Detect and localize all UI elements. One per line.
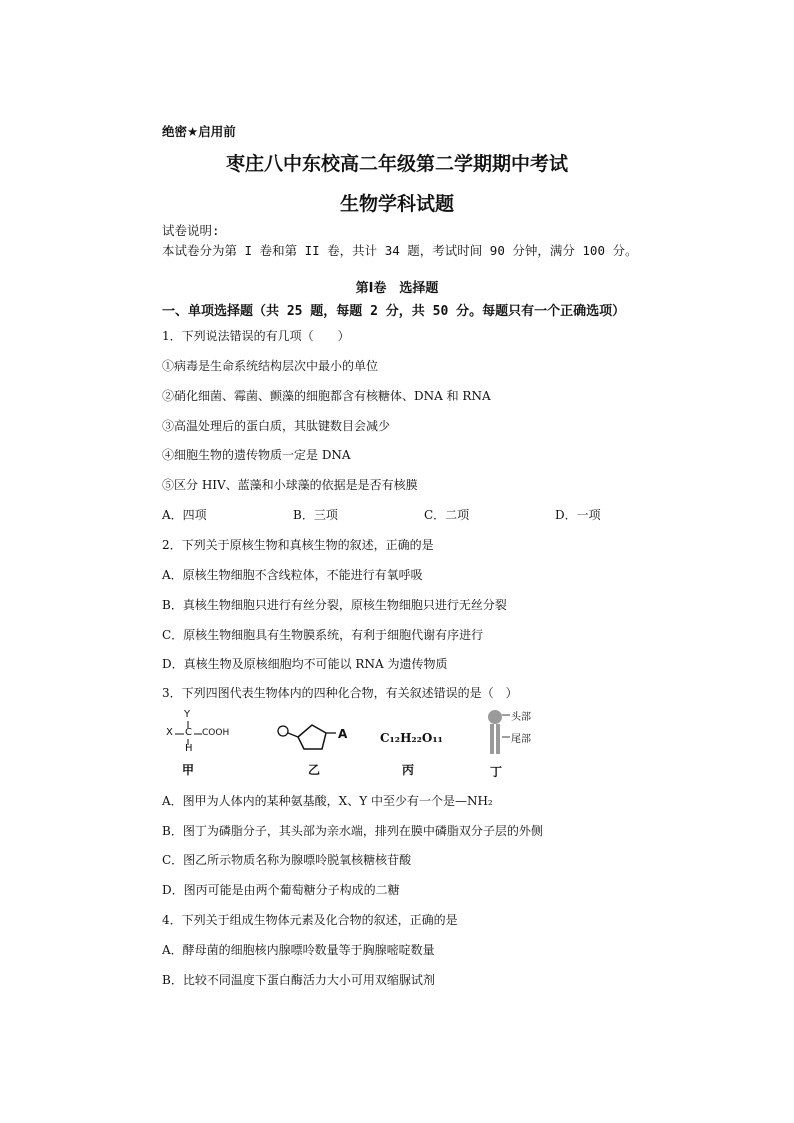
jia-y-label: Y	[184, 709, 191, 720]
q1-item-1: ①病毒是生命系统结构层次中最小的单位	[162, 359, 379, 373]
q1-option-b: B．三项	[293, 508, 338, 522]
q2-stem: 2．下列关于原核生物和真核生物的叙述，正确的是	[162, 538, 434, 552]
exam-title: 枣庄八中东校高二年级第二学期期中考试	[225, 153, 568, 175]
bing-label: 丙	[402, 763, 415, 777]
q4-stem: 4．下列关于组成生物体元素及化合物的叙述，正确的是	[162, 913, 458, 927]
q3-option-d: D．图丙可能是由两个葡萄糖分子构成的二糖	[162, 883, 400, 897]
q3-option-a: A．图甲为人体内的某种氨基酸，X、Y 中至少有一个是—NH₂	[162, 794, 493, 808]
confidential-label: 绝密★启用前	[162, 124, 236, 139]
q3-stem: 3．下列四图代表生物体内的四种化合物，有关叙述错误的是（ ）	[162, 686, 518, 700]
jia-x-label: X	[166, 727, 173, 738]
ding-label: 丁	[490, 765, 503, 779]
q1-option-d: D．一项	[555, 508, 601, 522]
exam-subtitle: 生物学科试题	[339, 193, 454, 215]
q2-option-c: C．原核生物细胞具有生物膜系统，有利于细胞代谢有序进行	[162, 628, 484, 642]
bing-formula: C₁₂H₂₂O₁₁	[380, 731, 443, 745]
amino-acid-bonds	[162, 707, 242, 757]
ding-head-label: 头部	[511, 712, 531, 723]
q4-option-b: B．比较不同温度下蛋白酶活力大小可用双缩脲试剂	[162, 973, 435, 987]
instructions-heading: 试卷说明:	[162, 223, 220, 238]
jia-c-label: C	[185, 727, 192, 738]
q1-option-c: C．二项	[424, 508, 470, 522]
jia-cooh-label: COOH	[202, 728, 230, 738]
q1-item-2: ②硝化细菌、霉菌、颤藻的细胞都含有核糖体、DNA 和 RNA	[162, 389, 491, 403]
q1-item-3: ③高温处理后的蛋白质，其肽键数目会减少	[162, 419, 391, 433]
q3-option-b: B．图丁为磷脂分子，其头部为亲水端，排列在膜中磷脂双分子层的外侧	[162, 824, 543, 838]
instructions-body: 本试卷分为第 I 卷和第 II 卷，共计 34 题，考试时间 90 分钟，满分 100 分。	[162, 243, 638, 258]
q2-option-a: A．原核生物细胞不含线粒体，不能进行有氧呼吸	[162, 568, 423, 582]
yi-base-label: A	[338, 727, 348, 741]
section-title: 一、单项选择题（共 25 题，每题 2 分，共 50 分。每题只有一个正确选项）	[162, 304, 626, 319]
yi-label: 乙	[308, 763, 321, 777]
q1-option-a: A．四项	[162, 508, 207, 522]
jia-h-label: H	[185, 743, 193, 754]
volume-title: 第Ⅰ卷 选择题	[355, 281, 439, 296]
q1-stem: 1．下列说法错误的有几项（ ）	[162, 329, 350, 343]
q2-option-b: B．真核生物细胞只进行有丝分裂，原核生物细胞只进行无丝分裂	[162, 598, 507, 612]
q3-option-c: C．图乙所示物质名称为腺嘌呤脱氧核糖核苷酸	[162, 853, 412, 867]
q1-item-4: ④细胞生物的遗传物质一定是 DNA	[162, 448, 351, 462]
q4-option-a: A．酵母菌的细胞核内腺嘌呤数量等于胸腺嘧啶数量	[162, 943, 435, 957]
q3-compound-figure	[162, 707, 562, 777]
q2-option-d: D．真核生物及原核细胞均不可能以 RNA 为遗传物质	[162, 657, 448, 671]
ding-tail-label: 尾部	[511, 734, 531, 745]
q1-item-5: ⑤区分 HIV、蓝藻和小球藻的依据是是否有核膜	[162, 478, 418, 492]
jia-label: 甲	[182, 763, 195, 777]
